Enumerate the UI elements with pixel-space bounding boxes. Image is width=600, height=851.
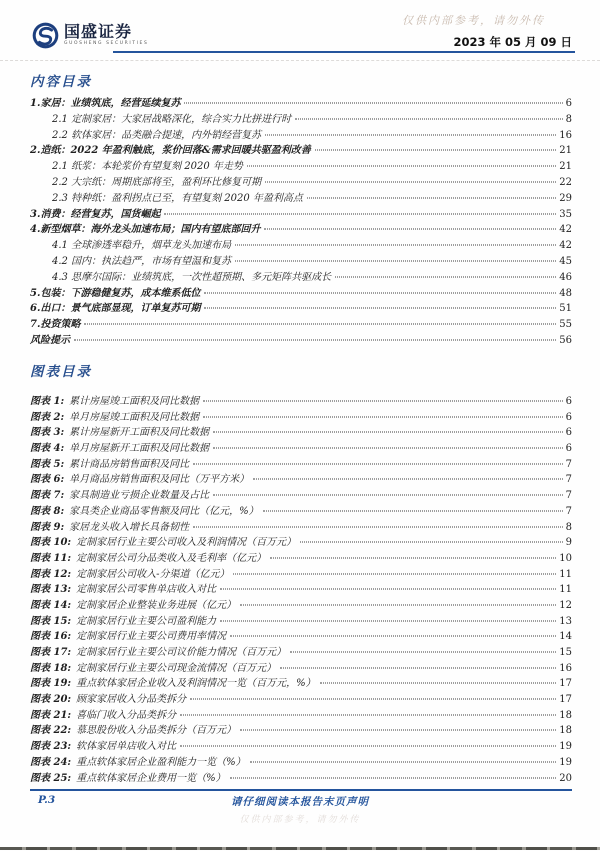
figure-entry-page: 18 [559,725,572,737]
figure-entry-title: 累计房屋新开工面积及同比数据 [69,427,210,439]
figure-entry-title: 单月房屋竣工面积及同比数据 [69,411,200,423]
figure-entry-title: 定制家居企业整装业务进展（亿元） [76,599,237,611]
figure-entry-page: 7 [565,490,572,502]
dot-leader [235,260,556,261]
dot-leader [213,432,562,433]
dot-leader [213,495,562,496]
header-rule [113,51,575,53]
figures-heading: 图表目录 [30,364,92,380]
dot-leader [193,526,562,527]
toc-entry-page: 8 [565,113,572,125]
dot-leader [230,636,556,637]
dot-leader [230,777,557,778]
dot-leader [315,150,556,151]
figure-entry-number: 图表 25: [30,772,72,784]
dot-leader [74,339,556,340]
toc-entry [30,175,572,191]
figure-entry-title: 重点软体家居企业盈利能力一览（%） [76,756,246,768]
figure-entry-number: 图表 19: [30,678,72,690]
figure-entry-number: 图表 20: [30,694,72,706]
brand-name: 国盛证券 [64,22,133,42]
figure-entry-page: 18 [559,709,572,721]
dot-leader [247,166,556,167]
toc-entry [30,238,572,254]
dot-leader [184,103,562,104]
toc-entry-label: 4.新型烟草：海外龙头加速布局；国内有望底部回升 [30,224,261,236]
figure-entry-page: 6 [565,396,572,407]
dot-leader [240,604,556,605]
figure-entry-page: 19 [559,756,572,768]
toc-entry-label: 2.2 软体家居：品类融合提速，内外销经营复苏 [52,129,262,141]
toc-entry-label: 2.造纸：2022 年盈利触底，浆价回落&需求回暖共驱盈利改善 [30,145,311,157]
figure-entry-title: 定制家居公司零售单店收入对比 [76,584,217,596]
figure-entry-title: 累计商品房销售面积及同比 [69,458,190,470]
figure-entry [30,614,572,630]
figure-entry-title: 定制家居公司分品类收入及毛利率（亿元） [76,552,267,564]
figure-entry-title: 家具制造业亏损企业数量及占比 [69,490,210,502]
figure-entry-number: 图表 23: [30,741,72,753]
toc-entry-page: 56 [559,334,572,346]
toc-entry [30,254,572,270]
figure-entry-title: 单月房屋新开工面积及同比数据 [69,443,210,455]
figure-entry-title: 顾家家居收入分品类拆分 [76,694,187,706]
dot-leader [235,245,556,246]
dot-leader [335,276,556,277]
figure-entry [30,771,572,787]
toc-entry [30,191,572,207]
figure-entry-page: 6 [565,411,572,423]
figure-entry-page: 11 [559,584,572,596]
figure-entry-page: 15 [559,647,572,658]
dot-leader [164,213,556,214]
figure-entry-page: 13 [559,615,572,627]
figure-entry [30,457,572,473]
figure-entry-number: 图表 1: [30,396,65,407]
toc-entry [30,207,572,223]
dot-leader [300,542,563,543]
figure-entry-title: 重点软体家居企业费用一览（%） [76,772,226,784]
dot-leader [263,510,563,511]
figure-entry-number: 图表 24: [30,756,72,768]
toc-entry-label: 2.2 大宗纸：周期底部将至，盈利环比修复可期 [52,176,262,188]
dot-leader [220,589,556,590]
figure-entry [30,394,572,410]
dot-leader [250,761,557,762]
figure-entry-page: 7 [565,458,572,470]
figure-entry-number: 图表 16: [30,631,72,643]
toc-entry-label: 2.1 定制家居：大家居战略深化，综合实力比拼进行时 [52,113,292,125]
figure-entry [30,692,572,708]
dot-leader [307,197,556,198]
dot-leader [190,699,556,700]
toc-entry-page: 51 [559,303,572,315]
figure-entry [30,425,572,441]
toc-entry-page: 45 [559,255,572,267]
toc-entry-label: 1.家居：业绩筑底，经营延续复苏 [30,98,181,109]
page-number: P.3 [38,794,56,806]
brand-logo [32,22,148,49]
figure-entry [30,739,572,755]
figure-entry-title: 定制家居行业主要公司现金流情况（百万元） [76,662,277,674]
dot-leader [180,714,556,715]
figure-entry [30,567,572,583]
dot-leader [265,181,556,182]
toc-entry-page: 35 [559,208,572,220]
figures-list [30,394,572,786]
footer-disclaimer: 请仔细阅读本报告末页声明 [231,796,369,808]
figure-entry [30,723,572,739]
footer-ghost-watermark: 仅供内部参考，请勿外传 [239,815,361,825]
scan-artifact-line-top [0,60,600,61]
toc-entry-page: 46 [559,271,572,283]
toc-entry [30,301,572,317]
dot-leader [264,229,556,230]
figure-entry-number: 图表 5: [30,458,65,470]
toc-entry-label: 2.3 特种纸：盈利拐点已至，有望复刻 2020 年盈利高点 [52,192,303,204]
dot-leader [253,479,562,480]
toc-entry [30,333,572,349]
figure-entry-page: 20 [559,772,572,784]
figure-entry-page: 7 [565,474,572,486]
toc-entry-page: 21 [559,161,572,173]
figure-entry-page: 19 [559,741,572,753]
figure-entry [30,551,572,567]
figure-entry-number: 图表 6: [30,474,65,486]
toc-entry [30,143,572,159]
figure-entry-number: 图表 15: [30,615,72,627]
dot-leader [295,118,563,119]
dot-leader [220,620,556,621]
figure-entry-number: 图表 18: [30,662,72,674]
dot-leader [203,416,562,417]
figure-entry-number: 图表 12: [30,568,72,580]
figure-entry-number: 图表 11: [30,552,72,564]
figure-entry-number: 图表 14: [30,599,72,611]
toc-entry-label: 4.2 国内：执法趋严，市场有望温和复苏 [52,255,232,267]
toc-entry [30,128,572,144]
figure-entry-number: 图表 3: [30,427,65,439]
toc-entry-page: 6 [565,98,572,109]
figure-entry-number: 图表 21: [30,709,72,721]
dot-leader [213,448,562,449]
figure-entry-title: 慕思股份收入分品类拆分（百万元） [76,725,237,737]
dot-leader [270,557,556,558]
figure-entry-title: 单月商品房销售面积及同比（万平方米） [69,474,250,486]
figure-entry-title: 软体家居单店收入对比 [76,741,177,753]
figure-entry [30,488,572,504]
footer-rule [30,789,572,791]
toc-entry-page: 21 [559,145,572,157]
dot-leader [180,746,556,747]
dot-leader [320,683,557,684]
toc-entry-page: 48 [559,287,572,299]
toc-entry [30,317,572,333]
figure-entry-page: 14 [559,631,572,643]
figure-entry-page: 11 [559,568,572,580]
dot-leader [265,134,556,135]
figure-entry-title: 累计房屋竣工面积及同比数据 [69,396,200,407]
figure-entry [30,472,572,488]
dot-leader [233,573,556,574]
dot-leader [290,652,556,653]
figure-entry-title: 家具类企业商品零售额及同比（亿元，%） [69,505,259,517]
figure-entry-number: 图表 2: [30,411,65,423]
toc-entry-label: 4.3 思摩尔国际：业绩筑底，一次性超预期、多元矩阵共驱成长 [52,271,332,283]
brand-subtitle: GUOSHENG SECURITIES [64,41,149,47]
toc-entry-page: 22 [559,176,572,188]
figure-entry [30,598,572,614]
figure-entry-title: 喜临门收入分品类拆分 [76,709,177,721]
figure-entry-page: 17 [559,678,572,690]
figure-entry-page: 17 [559,694,572,706]
toc-entry-label: 风险提示 [30,334,70,346]
toc-entry-page: 29 [559,192,572,204]
figure-entry-title: 定制家居公司收入-分渠道（亿元） [76,568,230,580]
figure-entry-title: 家居龙头收入增长具备韧性 [69,521,190,533]
toc-entry-label: 6.出口：景气底部显现，订单复苏可期 [30,303,201,315]
dot-leader [280,667,556,668]
figure-entry-title: 定制家居行业主要公司收入及利润情况（百万元） [76,537,297,549]
dot-leader [204,292,556,293]
toc-entry [30,159,572,175]
toc-entry [30,222,572,238]
dot-leader [84,324,556,325]
contents-list [30,96,572,349]
toc-entry [30,112,572,128]
figure-entry-number: 图表 10: [30,537,72,549]
figure-entry-page: 10 [559,552,572,564]
figure-entry-title: 重点软体家居企业收入及利润情况一览（百万元，%） [76,678,316,690]
toc-entry-label: 4.1 全球渗透率稳升，烟草龙头加速布局 [52,240,232,252]
contents-heading: 内容目录 [30,74,92,90]
dot-leader [240,730,556,731]
figure-entry-page: 9 [565,537,572,549]
toc-entry-page: 42 [559,224,572,236]
toc-entry-page: 55 [559,319,572,331]
figure-entry [30,582,572,598]
toc-entry-label: 5.包装：下游稳健复苏，成本维系低位 [30,287,201,299]
figure-entry-number: 图表 17: [30,647,72,658]
figure-entry-number: 图表 7: [30,490,65,502]
dot-leader [203,401,562,402]
figure-entry-title: 定制家居行业主要公司盈利能力 [76,615,217,627]
figure-entry [30,755,572,771]
figure-entry [30,629,572,645]
confidential-watermark: 仅供内部参考，请勿外传 [402,14,545,27]
toc-entry [30,96,572,112]
figure-entry [30,661,572,677]
dot-leader [204,308,556,309]
figure-entry-number: 图表 4: [30,443,65,455]
figure-entry-page: 6 [565,427,572,439]
figure-entry-number: 图表 8: [30,505,65,517]
figure-entry [30,535,572,551]
figure-entry [30,410,572,426]
figure-entry-number: 图表 22: [30,725,72,737]
figure-entry [30,441,572,457]
scan-artifact-line-bottom [0,847,600,850]
figure-entry-number: 图表 9: [30,521,65,533]
figure-entry-title: 定制家居行业主要公司议价能力情况（百万元） [76,647,287,658]
figure-entry-title: 定制家居行业主要公司费用率情况 [76,631,227,643]
figure-entry-number: 图表 13: [30,584,72,596]
report-date: 2023 年 05 月 09 日 [453,35,572,49]
toc-entry-page: 42 [559,240,572,252]
dot-leader [193,463,562,464]
figure-entry-page: 12 [559,599,572,611]
figure-entry [30,520,572,536]
toc-entry-page: 16 [559,129,572,141]
toc-entry [30,270,572,286]
figure-entry-page: 8 [565,521,572,533]
toc-entry-label: 3.消费：经营复苏，国货崛起 [30,208,161,220]
figure-entry [30,708,572,724]
figure-entry [30,645,572,661]
guosheng-logo-icon [32,22,59,49]
figure-entry-page: 16 [559,662,572,674]
toc-entry-label: 2.1 纸浆：本轮浆价有望复刻 2020 年走势 [52,161,243,173]
toc-entry-label: 7.投资策略 [30,319,81,331]
figure-entry-page: 6 [565,443,572,455]
figure-entry-page: 7 [565,505,572,517]
figure-entry [30,504,572,520]
toc-entry [30,286,572,302]
figure-entry [30,676,572,692]
